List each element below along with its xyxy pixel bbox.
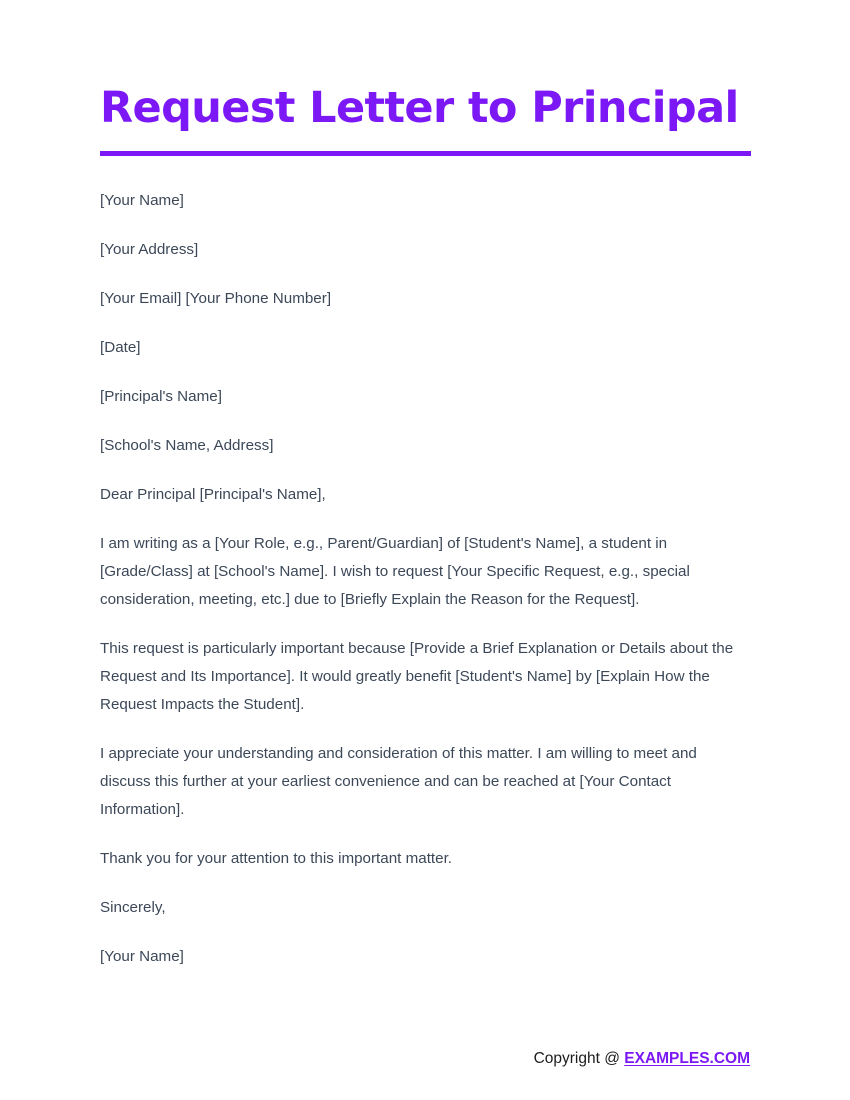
letter-line-school-address: [School's Name, Address] (100, 437, 274, 455)
letter-signature-name: [Your Name] (100, 948, 184, 966)
examples-com-link[interactable]: EXAMPLES.COM (624, 1049, 750, 1067)
title-divider (100, 151, 751, 156)
page-title: Request Letter to Principal (100, 83, 739, 133)
letter-line-date: [Date] (100, 339, 141, 357)
letter-line-email-phone: [Your Email] [Your Phone Number] (100, 290, 332, 308)
document-header (100, 0, 750, 156)
letter-thank-you: Thank you for your attention to this important matter. (100, 850, 453, 868)
letter-paragraph-1: I am writing as a [Your Role, e.g., Parent/Guardian] of [Student's Name], a student in [Grade/Class] at [School's Name]. I wish to request [Your Specific Request, e.g., special consideration, meeting, etc.] due to [Briefly Explain the Reason for the Request]. (100, 535, 690, 609)
letter-line-your-name: [Your Name] (100, 192, 184, 210)
letter-body (100, 187, 745, 971)
letter-salutation: Dear Principal [Principal's Name], (100, 486, 326, 504)
letter-paragraph-2: This request is particularly important because [Provide a Brief Explanation or Details about the Request and Its Importance]. It would greatly benefit [Student's Name] by [Explain How the Request Impacts the Student]. (100, 640, 734, 714)
footer (100, 1049, 750, 1069)
letter-line-your-address: [Your Address] (100, 241, 199, 259)
letter-closing: Sincerely, (100, 899, 166, 917)
letter-line-principal-name: [Principal's Name] (100, 388, 222, 406)
copyright-text: Copyright @ (533, 1049, 625, 1067)
letter-paragraph-3: I appreciate your understanding and consideration of this matter. I am willing to meet and discuss this further at your earliest convenience and can be reached at [Your Contact Information]. (100, 745, 697, 819)
